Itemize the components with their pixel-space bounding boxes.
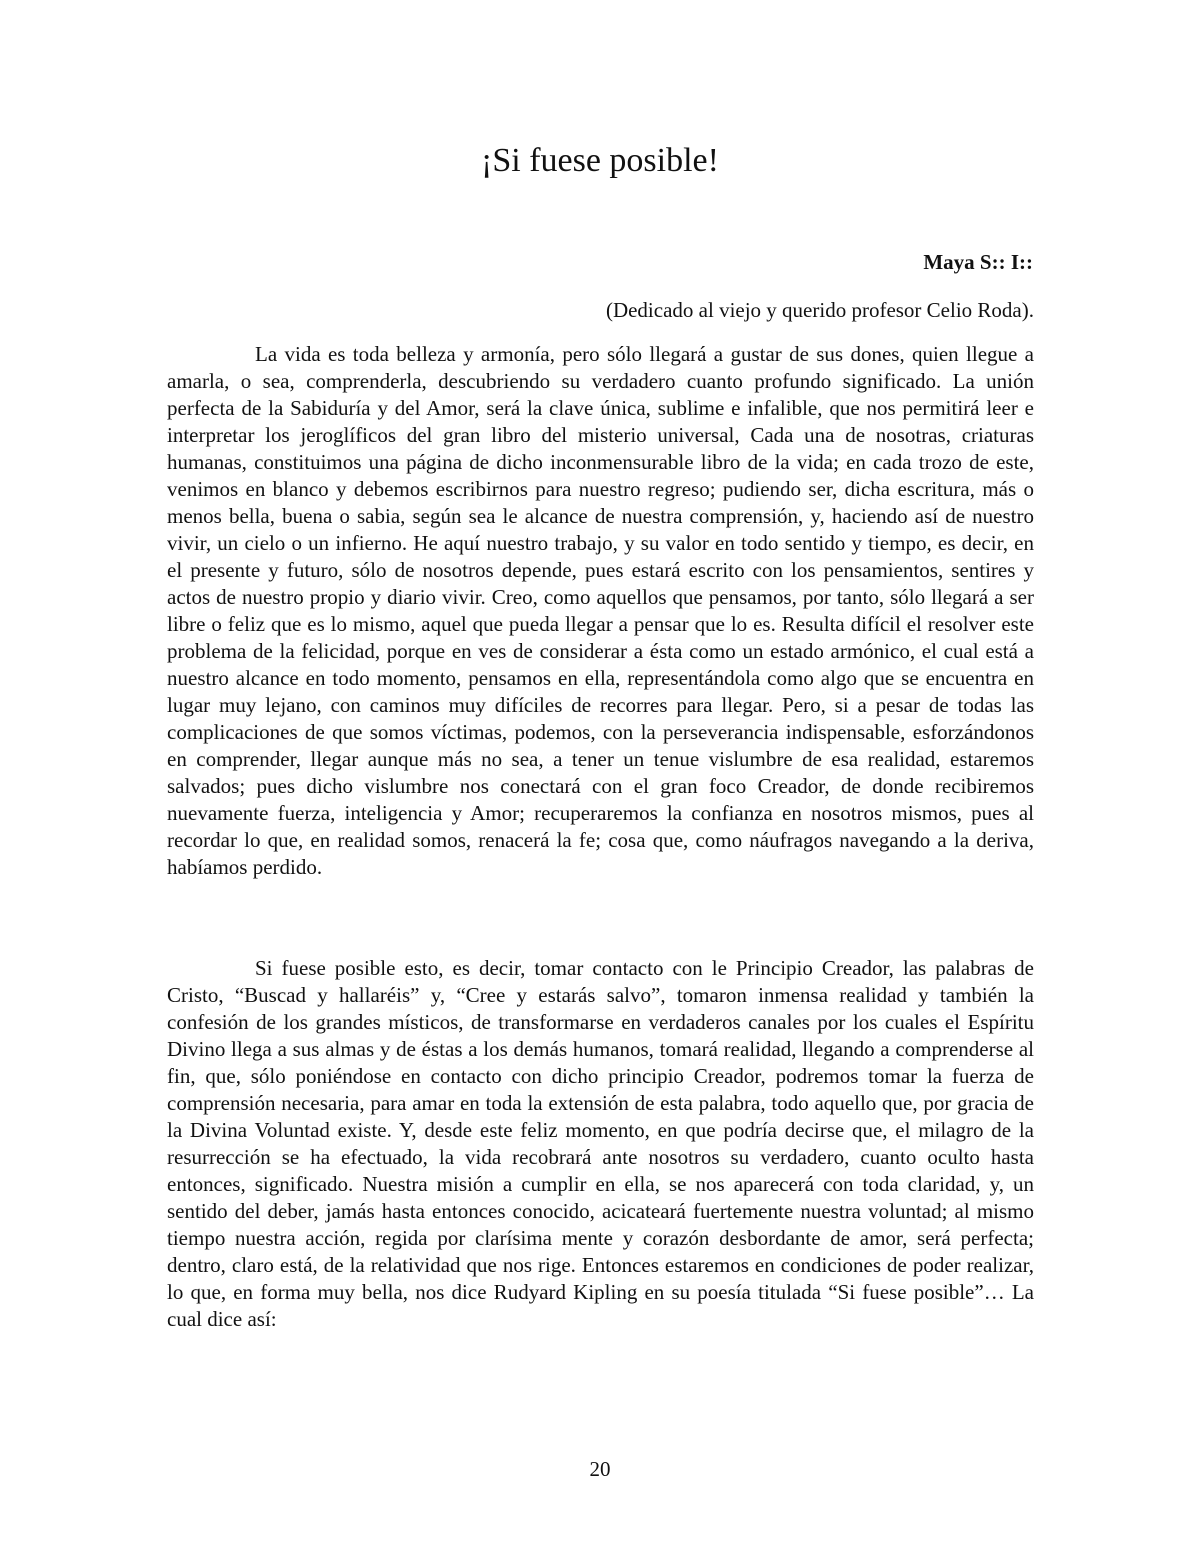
page-number: 20 bbox=[589, 1457, 611, 1481]
author-name: Maya S:: I:: bbox=[923, 250, 1033, 274]
body-paragraph: La vida es toda belleza y armonía, pero sólo llegará a gustar de sus dones, quien llegue a amarla, o sea, comprenderla, descubriendo su verdadero cuanto profundo significado. La unión perfecta de la Sabiduría y del Amor, será la clave única, sublime e infalible, que nos permitirá leer e interpretar los jeroglíficos del gran libro del misterio universal, Cada una de nosotras, criaturas humanas, constituimos una página de dicho inconmensurable libro de la vida; en cada trozo de este, venimos en blanco y debemos escribirnos para nuestro regreso; pudiendo ser, dicha escritura, más o menos bella, buena o sabia, según sea le alcance de nuestra comprensión, y, haciendo así de nuestro vivir, un cielo o un infierno. He aquí nuestro trabajo, y su valor en todo sentido y tiempo, es decir, en el presente y futuro, sólo de nosotros depende, pues estará escrito con los pensamientos, sentires y actos de nuestro propio y diario vivir. Creo, como aquellos que pensamos, por tanto, sólo llegará a ser libre o feliz que es lo mismo, aquel que pueda llegar a pensar que lo es. Resulta difícil el resolver este problema de la felicidad, porque en ves de considerar a ésta como un estado armónico, el cual está a nuestro alcance en todo momento, pensamos en ella, representándola como algo que se encuentra en lugar muy lejano, con caminos muy difíciles de recorres para llegar. Pero, si a pesar de todas las complicaciones de que somos víctimas, podemos, con la perseverancia indispensable, esforzándonos en comprender, llegar aunque más no sea, a tener un tenue vislumbre de esa realidad, estaremos salvados; pues dicho vislumbre nos conectará con el gran foco Creador, de donde recibiremos nuevamente fuerza, inteligencia y Amor; recuperaremos la confianza en nosotros mismos, pues al recordar lo que, en realidad somos, renacerá la fe; cosa que, como náufragos navegando a la deriva, habíamos perdido. bbox=[167, 342, 1034, 879]
body-paragraph: Si fuese posible esto, es decir, tomar contacto con le Principio Creador, las palabras de Cristo, “Buscad y hallaréis” y, “Cree y estarás salvo”, tomaron inmensa realidad y también la confesión de los grandes místicos, de transformarse en verdaderos canales por los cuales el Espíritu Divino llega a sus almas y de éstas a los demás humanos, tomará realidad, llegando a comprenderse al fin, que, sólo poniéndose en contacto con dicho principio Creador, podremos tomar la fuerza de comprensión necesaria, para amar en toda la extensión de esta palabra, todo aquello que, por gracia de la Divina Voluntad existe. Y, desde este feliz momento, en que podría decirse que, el milagro de la resurrección se ha efectuado, la vida recobrará ante nosotros su verdadero, cuanto oculto hasta entonces, significado. Nuestra misión a cumplir en ella, se nos aparecerá con toda claridad, y, un sentido del deber, jamás hasta entonces conocido, acicateará fuertemente nuestra voluntad; al mismo tiempo nuestra acción, regida por clarísima mente y corazón desbordante de amor, será perfecta; dentro, claro está, de la relatividad que nos rige. Entonces estaremos en condiciones de poder realizar, lo que, en forma muy bella, nos dice Rudyard Kipling en su poesía titulada “Si fuese posible”… La cual dice así: bbox=[167, 956, 1034, 1331]
dedication-line: (Dedicado al viejo y querido profesor Celio Roda). bbox=[605, 298, 1034, 322]
page-title: ¡Si fuese posible! bbox=[481, 142, 719, 179]
